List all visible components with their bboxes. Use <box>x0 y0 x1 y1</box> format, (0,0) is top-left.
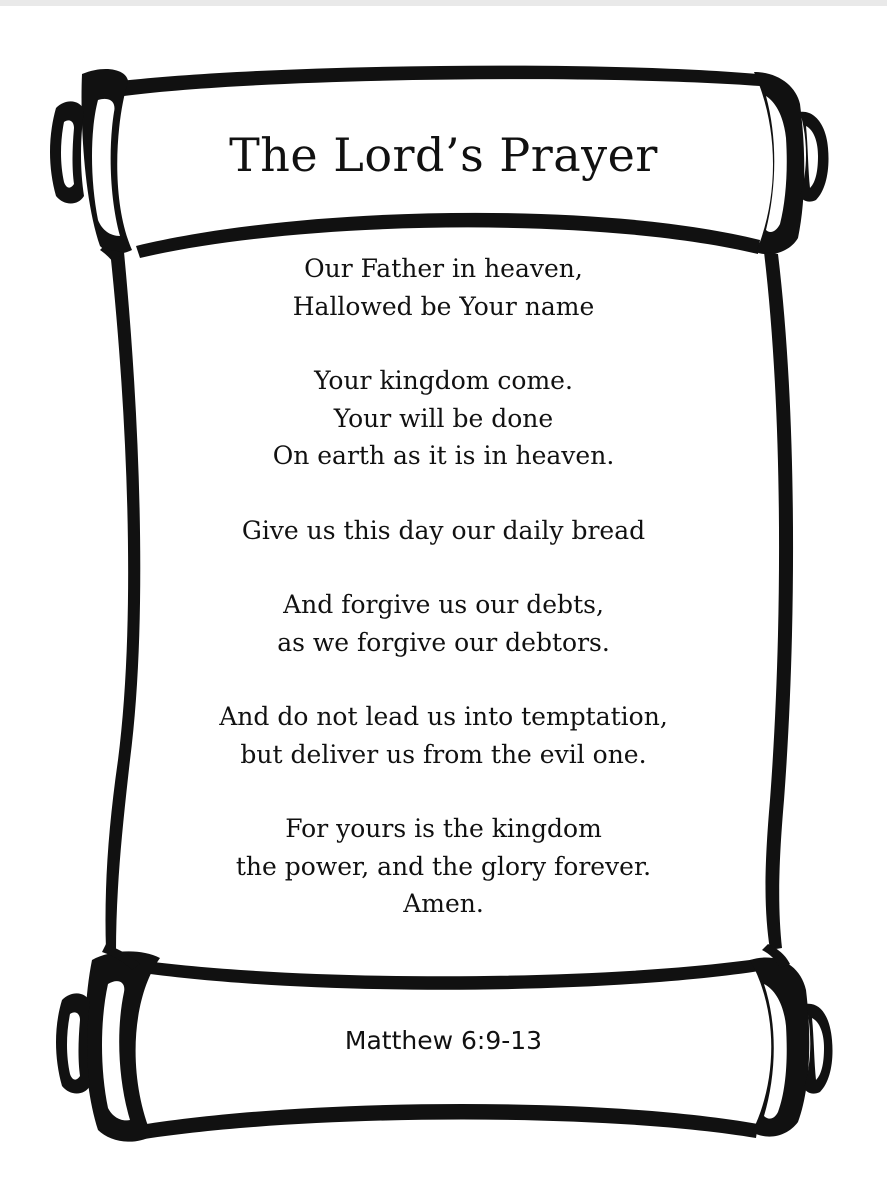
stanza <box>0 810 887 923</box>
prayer-line: Your kingdom come. <box>314 366 573 395</box>
stanza <box>0 698 887 773</box>
scripture-reference: Matthew 6:9-13 <box>344 1026 543 1055</box>
stanza <box>0 250 887 325</box>
prayer-line: Hallowed be Your name <box>292 291 595 321</box>
prayer-line: Your will be done <box>333 403 554 433</box>
stanza <box>0 362 887 475</box>
prayer-line: as we forgive our debtors. <box>277 627 610 657</box>
prayer-line: Amen. <box>403 889 484 918</box>
prayer-line: Give us this day our daily bread <box>241 515 646 545</box>
prayer-line: but deliver us from the evil one. <box>240 739 647 769</box>
prayer-line: And do not lead us into temptation, <box>219 702 668 731</box>
prayer-line: For yours is the kingdom <box>285 814 602 843</box>
prayer-line: On earth as it is in heaven. <box>272 441 615 470</box>
prayer-line: And forgive us our debts, <box>283 590 604 619</box>
stanza <box>0 586 887 661</box>
page-title: The Lord’s Prayer <box>229 128 658 182</box>
stanza <box>0 512 887 550</box>
prayer-text <box>0 250 887 960</box>
prayer-line: the power, and the glory forever. <box>235 851 652 881</box>
prayer-line: Our Father in heaven, <box>304 254 583 283</box>
